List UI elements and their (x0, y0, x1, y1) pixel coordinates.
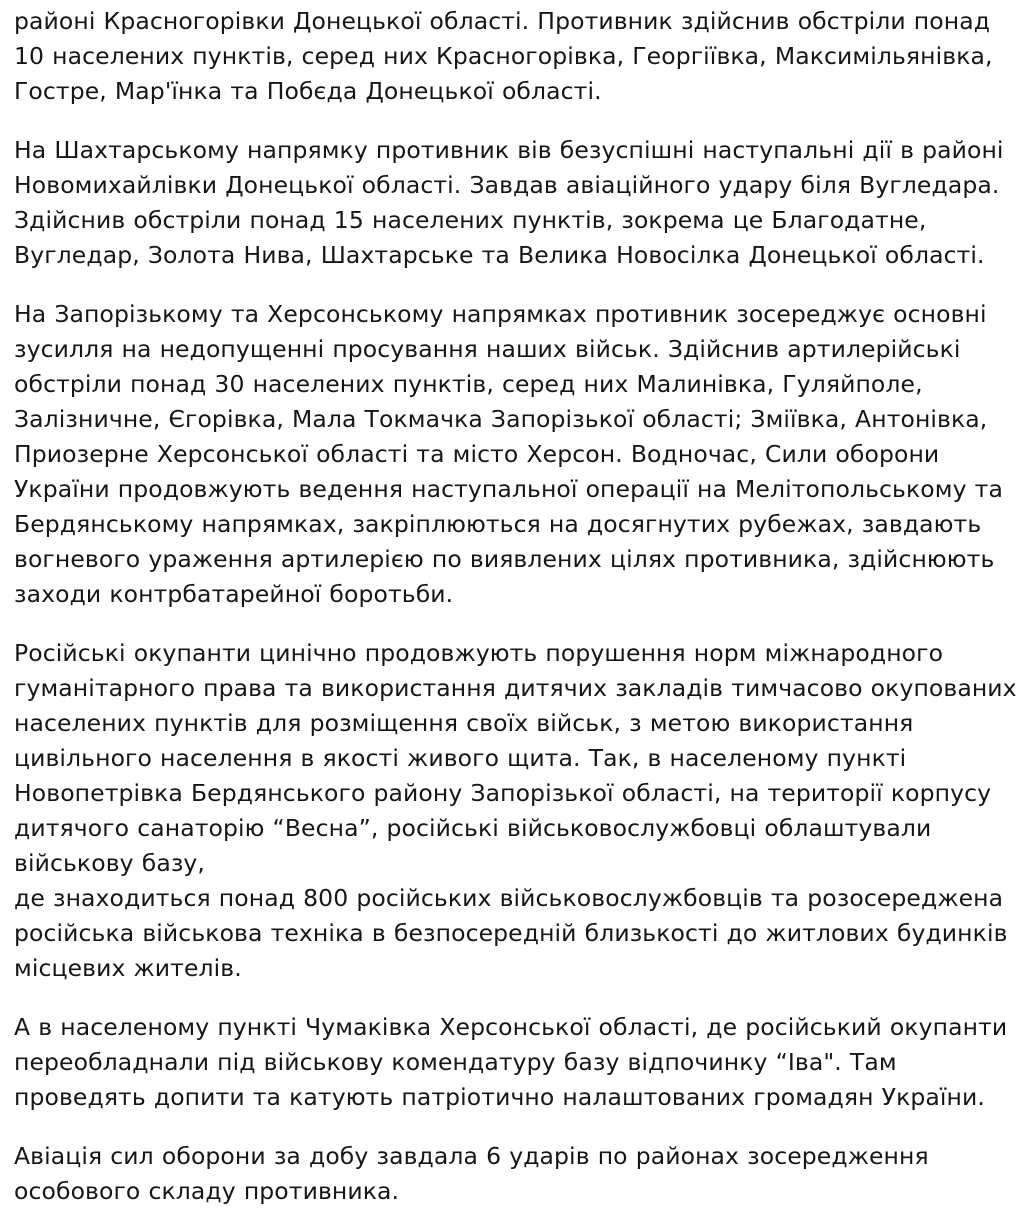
paragraph-1: районі Красногорівки Донецької області. Противник здійснив обстріли понад 10 населених пунктів, серед них Красногорівка, Георгіївка, Максимільянівка, Гостре, Мар'їнка та Побєда Донецької області. (14, 7, 993, 105)
paragraph-4: Російські окупанти цинічно продовжують порушення норм міжнародного гуманітарного права та використання дитячих закладів тимчасово окупованих населених пунктів для розміщення своїх військ, з метою використання цивільного населення в якості живого щита. Так, в населеному пункті Новопетрівка Бердянського району Запорізької області, на території корпусу дитячого санаторію “Весна”, російські військовослужбовці облаштували військову базу, (14, 639, 1017, 877)
paragraph-2: На Шахтарському напрямку противник вів безуспішні наступальні дії в районі Новомихайлівки Донецької області. Завдав авіаційного удару біля Вугледара. Здійснив обстріли понад 15 населених пунктів, зокрема це Благодатне, Вугледар, Золота Нива, Шахтарське та Велика Новосілка Донецької області. (14, 136, 1004, 269)
paragraph-7: Авіація сил оборони за добу завдала 6 ударів по районах зосередження особового складу противника. (14, 1142, 929, 1205)
paragraph-3: На Запорізькому та Херсонському напрямках противник зосереджує основні зусилля на недопущенні просування наших військ. Здійснив артилерійські обстріли понад 30 населених пунктів, серед них Малинівка, Гуляйполе, Залізничне, Єгорівка, Мала Токмачка Запорізької області; Зміївка, Антонівка, Приозерне Херсонської області та місто Херсон. Водночас, Сили оборони України продовжують ведення наступальної операції на Мелітопольському та Бердянському напрямках, закріплюються на досягнутих рубежах, завдають вогневого ураження артилерією по виявлених цілях противника, здійснюють заходи контрбатарейної боротьби. (14, 300, 1003, 608)
paragraph-5: де знаходиться понад 800 російських військовослужбовців та розосереджена російська військова техніка в безпосередній близькості до житлових будинків місцевих жителів. (14, 884, 1008, 982)
paragraph-6: А в населеному пункті Чумаківка Херсонської області, де російський окупанти переобладнали під військову комендатуру базу відпочинку “Іва". Там проведять допити та катують патріотично налаштованих громадян України. (14, 1013, 1008, 1111)
